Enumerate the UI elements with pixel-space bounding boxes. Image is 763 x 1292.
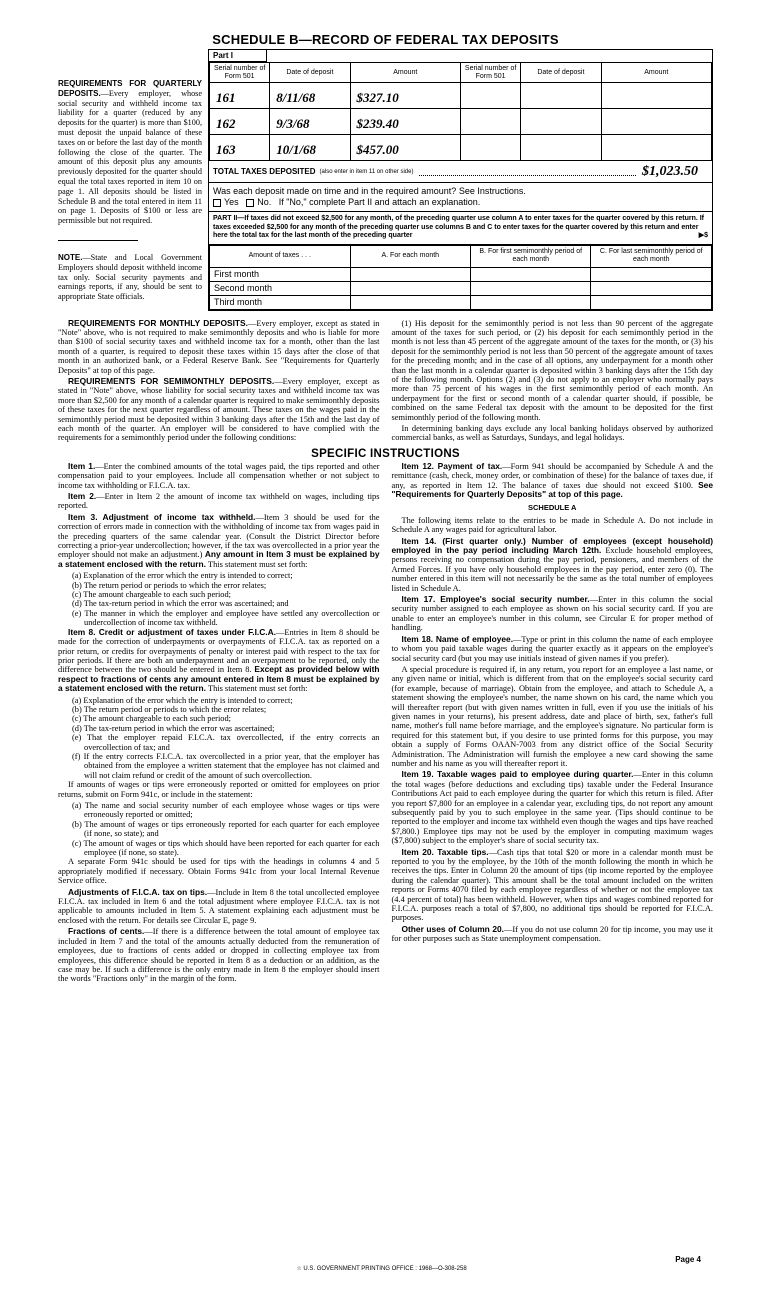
serial-cell[interactable]: 163 [210, 135, 270, 161]
note-body: —State and Local Government Employers should deposit withheld income tax only. Social security payments and earnings reports, if any, should be sent to appropriate State officials. [58, 252, 202, 302]
empty-cell[interactable] [601, 109, 711, 135]
other-text: —If you do not use column 20 for tip income, you may use it for other purposes such as State unemployment compensation. [391, 924, 714, 944]
question-text: Was each deposit made on time and in the required amount? See Instructions. [213, 186, 526, 196]
item-18-text: —Type or print in this column the name of each employee to whom you paid taxable wages during the quarter exactly as it appears on the employee's social security card (but you may use initials instead of given names if you prefer). [391, 634, 713, 663]
instructions-columns [58, 462, 713, 986]
empty-cell[interactable] [471, 295, 591, 309]
requirements-right [392, 319, 714, 445]
item-12 [392, 462, 714, 500]
header-col-b: B. For first semimonthly period of each month [471, 245, 591, 267]
item-18 [392, 635, 714, 663]
month-label: Second month [210, 281, 351, 295]
item-3-heading: Item 3. Adjustment of income tax withheld. [68, 511, 256, 522]
semi-text: —Every employer, except as stated in "Note" above, whose liability for social security taxes and withheld income tax was more than $2,500 for any month of a calendar quarter is required to make semimonthly deposits of these taxes for the next quarter regardless of amount. These taxes on the wages paid in the semimonthly period must be deposited within 3 banking days after the 15th and the last day of each month of the quarter. An employer will be considered to have complied with the requirements for a semimonthly period under the following conditions: [58, 376, 380, 443]
other-uses [392, 925, 714, 944]
header-taxes: Amount of taxes . . . [210, 245, 351, 267]
item-12-bold: See "Requirements for Quarterly Deposits" at top of this page. [391, 479, 713, 499]
yes-label: Yes [224, 197, 239, 207]
deposit-form [208, 49, 713, 311]
item-14-text: Exclude household employees, persons receiving no compensation during the pay period, pensioners, and members of the Armed Forces. If you have only household employees in the pay period, enter zero (0). The number entered in this item will not necessarily be the same as the total number of employees listed in Schedule A. [391, 546, 713, 593]
item-1-text: —Enter the combined amounts of the total wages paid, the tips reported and other compensation paid to your employees. Include all compensation whether or not subject to income tax withholding or F.I.C.A. tax. [58, 461, 380, 490]
header-amount: Amount [350, 63, 460, 83]
empty-cell[interactable] [521, 83, 601, 109]
requirements-left [58, 319, 380, 445]
empty-cell[interactable] [521, 109, 601, 135]
list-item: (d) The tax-return period in which the error was ascertained; and [72, 599, 289, 609]
item-14 [392, 537, 714, 593]
empty-cell[interactable] [471, 281, 591, 295]
list-item: (e) That the employer repaid F.I.C.A. tax overcollected, if the entry corrects an overcollection of tax; and [72, 733, 380, 752]
item-8-list [72, 696, 380, 781]
quarterly-heading: REQUIREMENTS FOR QUARTERLY DEPOSITS. [58, 79, 202, 98]
item-8-text: —Entries in Item 8 should be made for the correction of underpayments or overpayments of F.I.C.A. tax as reported on a prior return, or credits for overpayments of penalty or interest paid with respect to the tax for prior periods. If there are both an underpayment and an overpayment to be reported, only the difference between the two should be entered in Item 8. [58, 627, 380, 675]
adjustments-tips [58, 888, 380, 926]
empty-cell[interactable] [471, 267, 591, 281]
item-3 [58, 513, 380, 569]
month-label: Third month [210, 295, 351, 309]
separate-form-paragraph: A separate Form 941c should be used for tips with the headings in columns 4 and 5 appropriately modified if necessary. Obtain Forms 941c from your local Internal Revenue Service office. [58, 857, 380, 886]
conditions-paragraph: (1) His deposit for the semimonthly period is not less than 90 percent of the aggregate amount of the taxes for such period, or (2) his deposit for each semimonthly period in the month is not less than 45 percent of the aggregate amount of the taxes for the month, or (3) his deposit for the semimonthly period is not less than 50 percent of the aggregate amount of taxes for the preceding month; and in the case of all options, any underpayment for a month other than the last month in a calendar quarter is deposited within 3 banking days after the 15th day of the following month. Options (2) and (3) do not apply to an employer who normally pays more than 75 percent of his wages in the first semimonthly period of each month. An underpayment for the first or second month of a calendar quarter should, if possible, be combined on the same Federal tax deposit with the amount to be deposited for the first semimonthly period of the following month. [391, 318, 713, 422]
p2-header-row [210, 245, 712, 267]
table-row [210, 267, 712, 281]
item-3-bold: Any amount in Item 3 must be explained by a statement enclosed with the return. [58, 549, 380, 569]
table-row [210, 281, 712, 295]
wages-list [72, 801, 380, 857]
item-19-text: —Enter in this column the total wages (before deductions and excluding tips) taxable under the Federal Insurance Contributions Act paid to each employee during the quarter for which this return is filed. After you report $7,800 for an employee in a calendar year, excluding tips, do not report any amount subsequently paid by you to such employee in the same year. (Tips should continue to be reported to the employer and income tax withheld even though the wages and tips have reached $7,800.) Employee tips may not be used by the employer in computing maximum wages ($7,800) subject to the employer's share of social security tax. [391, 770, 713, 846]
header-date-2: Date of deposit [521, 63, 601, 83]
quarterly-requirements [58, 79, 202, 226]
item-17-heading: Item 17. Employee's social security number. [401, 594, 590, 605]
page [0, 32, 763, 1292]
empty-cell[interactable] [521, 135, 601, 161]
item-17-text: —Enter in this column the social security number assigned to each employee as shown on his social security card. If you are unable to enter an employee's number in this column, see Circular E for proper method of handling. [391, 595, 714, 633]
wages-error-paragraph: If amounts of wages or tips were erroneously reported or omitted for employees on prior returns, submit on Form 941c, or include in the statement: [58, 780, 380, 799]
part-2-text: PART II—If taxes did not exceed $2,500 for any month, of the preceding quarter use column A to enter taxes for the quarter covered by this return. If taxes exceeded $2,500 for any month of the preceding quarter use columns B and C to enter taxes for the quarter covered by this return and enter here the total tax for the last month of the preceding quarter [213, 215, 705, 239]
item-1-heading: Item 1. [68, 460, 96, 471]
list-item: (a) Explanation of the error which the entry is intended to correct; [72, 695, 293, 705]
table-row [210, 109, 712, 135]
empty-cell[interactable] [591, 281, 712, 295]
date-cell[interactable]: 8/11/68 [270, 83, 350, 109]
monthly-paragraph [58, 319, 380, 375]
empty-cell[interactable] [350, 281, 470, 295]
divider [58, 240, 138, 241]
item-20 [392, 848, 714, 923]
list-item: (b) The return period or periods to which the error relates; [72, 704, 267, 714]
month-label: First month [210, 267, 351, 281]
header-col-a: A. For each month [350, 245, 470, 267]
item-14-heading: Item 14. (First quarter only.) Number of employees (except household) employed in the pay period including March 12th. [391, 535, 713, 556]
item-12-heading: Item 12. Payment of tax. [401, 460, 503, 471]
item-3-list [72, 571, 380, 627]
part-2-instructions [209, 212, 712, 245]
holidays-paragraph: In determining banking days exclude any local banking holidays observed by authorized commercial banks, as well as Saturdays, Sundays, and legal holidays. [391, 423, 713, 443]
empty-cell[interactable] [591, 267, 712, 281]
part-1-label: Part I [209, 50, 267, 62]
item-2 [58, 492, 380, 511]
table-row [210, 295, 712, 309]
item-3-text: —Item 3 should be used for the correction of errors made in connection with the withholding of income tax from wages paid in the preceding quarters of the same calendar year. (Consult the District Director before correcting a prior-year undercollection; however, if the tax was overcollected in a prior year the employer should not make an adjustment.) [58, 512, 380, 560]
item-18-heading: Item 18. Name of employee. [401, 633, 514, 644]
list-item: (a) The name and social security number of each employee whose wages or tips were erroneously reported or omitted; [72, 801, 380, 820]
note [58, 253, 202, 302]
instructions-left [58, 462, 380, 986]
no-checkbox[interactable] [246, 199, 254, 207]
item-19-heading: Item 19. Taxable wages paid to employee during quarter. [401, 769, 634, 780]
header-date: Date of deposit [270, 63, 350, 83]
header-serial-2: Serial number of Form 501 [460, 63, 520, 83]
empty-cell[interactable] [350, 267, 470, 281]
item-8 [58, 628, 380, 694]
list-item: (d) The tax-return period in which the error was ascertained; [72, 723, 275, 733]
empty-cell[interactable] [350, 295, 470, 309]
item-18-special: A special procedure is required if, in any return, you report for an employee a last name, or any given name or initial, which is different from that on the employee's social security card (for example, because of marriage). Obtain from the employee, and attach to Schedule A, a statement showing the employee's number, the name shown on his card, the name which you will thereafter report (but with given names written in full, even if you use the initials of his given names in your returns), his present address, date and place of birth, sex, father's full name, mother's full name before marriage, and the employee's signature. No particular form is required for this statement but, if you desire to use printed forms for this purpose, you may obtain a supply of Forms OAAN-7003 from any district office of the Social Security Administration. The Administration will furnish the employee a new card showing the same number and his name as you will thereafter report it. [391, 664, 713, 768]
item-19 [392, 770, 714, 845]
schedule-a-heading: SCHEDULE A [528, 503, 577, 513]
item-8-heading: Item 8. Credit or adjustment of taxes under F.I.C.A. [68, 626, 276, 637]
table-row [210, 83, 712, 109]
serial-cell[interactable]: 161 [210, 83, 270, 109]
item-2-text: —Enter in Item 2 the amount of income tax withheld on wages, including tips reported. [58, 492, 380, 511]
list-item: (b) The amount of wages or tips erroneously reported for each quarter for each employee (if none, so state); and [72, 819, 380, 839]
total-label: TOTAL TAXES DEPOSITED [213, 167, 316, 176]
header-serial: Serial number of Form 501 [210, 63, 270, 83]
empty-cell[interactable] [591, 295, 712, 309]
empty-cell[interactable] [601, 135, 711, 161]
empty-cell[interactable] [460, 83, 520, 109]
date-cell[interactable]: 9/3/68 [270, 109, 350, 135]
adj-text: —Include in Item 8 the total uncollected employee F.I.C.A. tax included in Item 6 and the total adjustment where employee F.I.C.A. tax is not applicable to amounts included in Item 5. A statement explaining each adjustment must be enclosed with the return. For details see Circular E, page 9. [58, 887, 380, 925]
deposit-header-row [210, 63, 712, 83]
frac-heading: Fractions of cents. [68, 926, 145, 937]
amount-cell[interactable]: $327.10 [350, 83, 460, 109]
total-value[interactable]: $1,023.50 [642, 163, 698, 179]
deposit-table [209, 62, 712, 161]
item-1 [58, 462, 380, 490]
monthly-text: —Every employer, except as stated in "Note" above, who is not required to make semimonthly deposits and who is liable for more than $100 of social security taxes and withheld income tax for a month, other than the last month of a quarter, is required to deposit these taxes within 15 days after the close of that month in an authorized bank, or a Federal Reserve Bank. See "Requirements for Quarterly Deposits" at top of this page. [58, 318, 380, 375]
list-item: (a) Explanation of the error which the entry is intended to correct; [72, 571, 293, 581]
fractions-of-cents [58, 927, 380, 983]
page-title: SCHEDULE B—RECORD OF FEDERAL TAX DEPOSITS [212, 32, 559, 47]
monthly-heading: REQUIREMENTS FOR MONTHLY DEPOSITS. [68, 317, 248, 328]
semimonthly-paragraph [58, 377, 380, 443]
leader-dots [419, 168, 636, 176]
instructions-right [392, 462, 714, 986]
total-note: (also enter in item 11 on other side) [319, 168, 414, 175]
adj-heading: Adjustments of F.I.C.A. tax on tips. [68, 886, 208, 897]
schedule-b-section [58, 49, 713, 311]
list-item: (f) If the entry corrects F.I.C.A. tax overcollected in a prior year, that the employer has obtained from the employee a written statement that the employee has not claimed and will not claim refund or credit of the amount of such overcollection. [72, 751, 380, 780]
frac-text: —If there is a difference between the total amount of employee tax included in Item 7 and the total of the amounts actually deducted from the remuneration of employees, due to fractions of cents added or dropped in collecting employee tax from employees, this difference should be reported in Item 8 as a deduction or an addition, as the case may be. If such a difference is the only entry made in Item 8 the employer should insert the words "Fractions only" in the margin of the form. [58, 927, 380, 984]
list-item: (c) The amount chargeable to each such period; [72, 714, 231, 724]
serial-cell[interactable]: 162 [210, 109, 270, 135]
item-12-text: —Form 941 should be accompanied by Schedule A and the remittance (cash, check, money order, or combination of these) for the balance of taxes due, if any, as reported in Item 12. The balance of taxes due should not exceed $100. [391, 461, 713, 490]
empty-cell[interactable] [460, 135, 520, 161]
question-2-text: If "No," complete Part II and attach an explanation. [278, 197, 481, 207]
other-heading: Other uses of Column 20. [401, 923, 504, 934]
page-number: Page 4 [675, 1255, 701, 1264]
timely-question [209, 183, 712, 212]
printing-office-footer: ☆ U.S. GOVERNMENT PRINTING OFFICE : 1968—O-308-258 [296, 1266, 467, 1272]
header-col-c: C. For last semimonthly period of each month [591, 245, 712, 267]
quarterly-body: —Every employer, whose social security and withheld income tax liability for a quarter (reduced by any deposits for the quarter) is more than $100, must deposit the unpaid balance of these taxes on or before the last day of the month following the close of the quarter. The amount of this deposit plus any amounts previously deposited for the quarter should equal the total taxes reported in item 10 on page 1. All deposits should be listed in Schedule B and the total entered in item 11 on page 1. Deposits of $100 or less are permissible but not required. [58, 88, 202, 226]
amount-cell[interactable]: $457.00 [350, 135, 460, 161]
table-row [210, 135, 712, 161]
item-2-heading: Item 2. [68, 491, 97, 501]
item-8-tail: This statement must set forth: [207, 684, 308, 694]
arrow-icon: ▶$ [698, 232, 708, 239]
item-17 [392, 595, 714, 633]
note-heading: NOTE. [58, 252, 83, 262]
item-20-text: —Cash tips that total $20 or more in a calendar month must be reported to you by the employee, by the 10th of the month following the month in which he receives the tips. Enter in Column 20 the amount of tips (tip income reported by the employee during the calendar quarter). This amount shall be the total amount included on the written reports or Forms 4070 filed by each employee regardless of whether or not the employee tax (4.4 percent of total) has been withheld. However, when tips and wages combined reported for F.I.C.A. purposes reach a total of $7,800, no additional tips should be reported for F.I.C.A. purposes. [391, 847, 713, 923]
left-requirements [58, 49, 208, 311]
deposit-requirements [58, 319, 713, 445]
specific-instructions-heading: SPECIFIC INSTRUCTIONS [311, 447, 460, 460]
list-item: (c) The amount chargeable to each such period; [72, 590, 231, 600]
list-item: (e) The manner in which the employer and employee have settled any overcollection or undercollection of income tax withheld. [72, 608, 380, 628]
semi-heading: REQUIREMENTS FOR SEMIMONTHLY DEPOSITS. [68, 375, 275, 386]
yes-checkbox[interactable] [213, 199, 221, 207]
answer-row [213, 197, 708, 208]
part-2-table [209, 245, 712, 310]
item-3-tail: This statement must set forth: [207, 559, 308, 569]
item-8-bold: Except as provided below with respect to fractions of cents any amount entered in Item 8 must be explained by a statement enclosed with the return. [58, 664, 380, 694]
amount-cell[interactable]: $239.40 [350, 109, 460, 135]
schedule-a-text: The following items relate to the entries to be made in Schedule A. Do not include in Schedule A any wages paid for agricultural labor. [391, 515, 713, 535]
item-20-heading: Item 20. Taxable tips. [401, 846, 489, 857]
total-row [209, 161, 712, 183]
list-item: (c) The amount of wages or tips which should have been reported for each quarter for each employee (if none, so state). [72, 838, 380, 858]
empty-cell[interactable] [601, 83, 711, 109]
header-amount-2: Amount [601, 63, 711, 83]
no-label: No. [257, 197, 272, 207]
list-item: (b) The return period or periods to which the error relates; [72, 580, 267, 590]
date-cell[interactable]: 10/1/68 [270, 135, 350, 161]
empty-cell[interactable] [460, 109, 520, 135]
